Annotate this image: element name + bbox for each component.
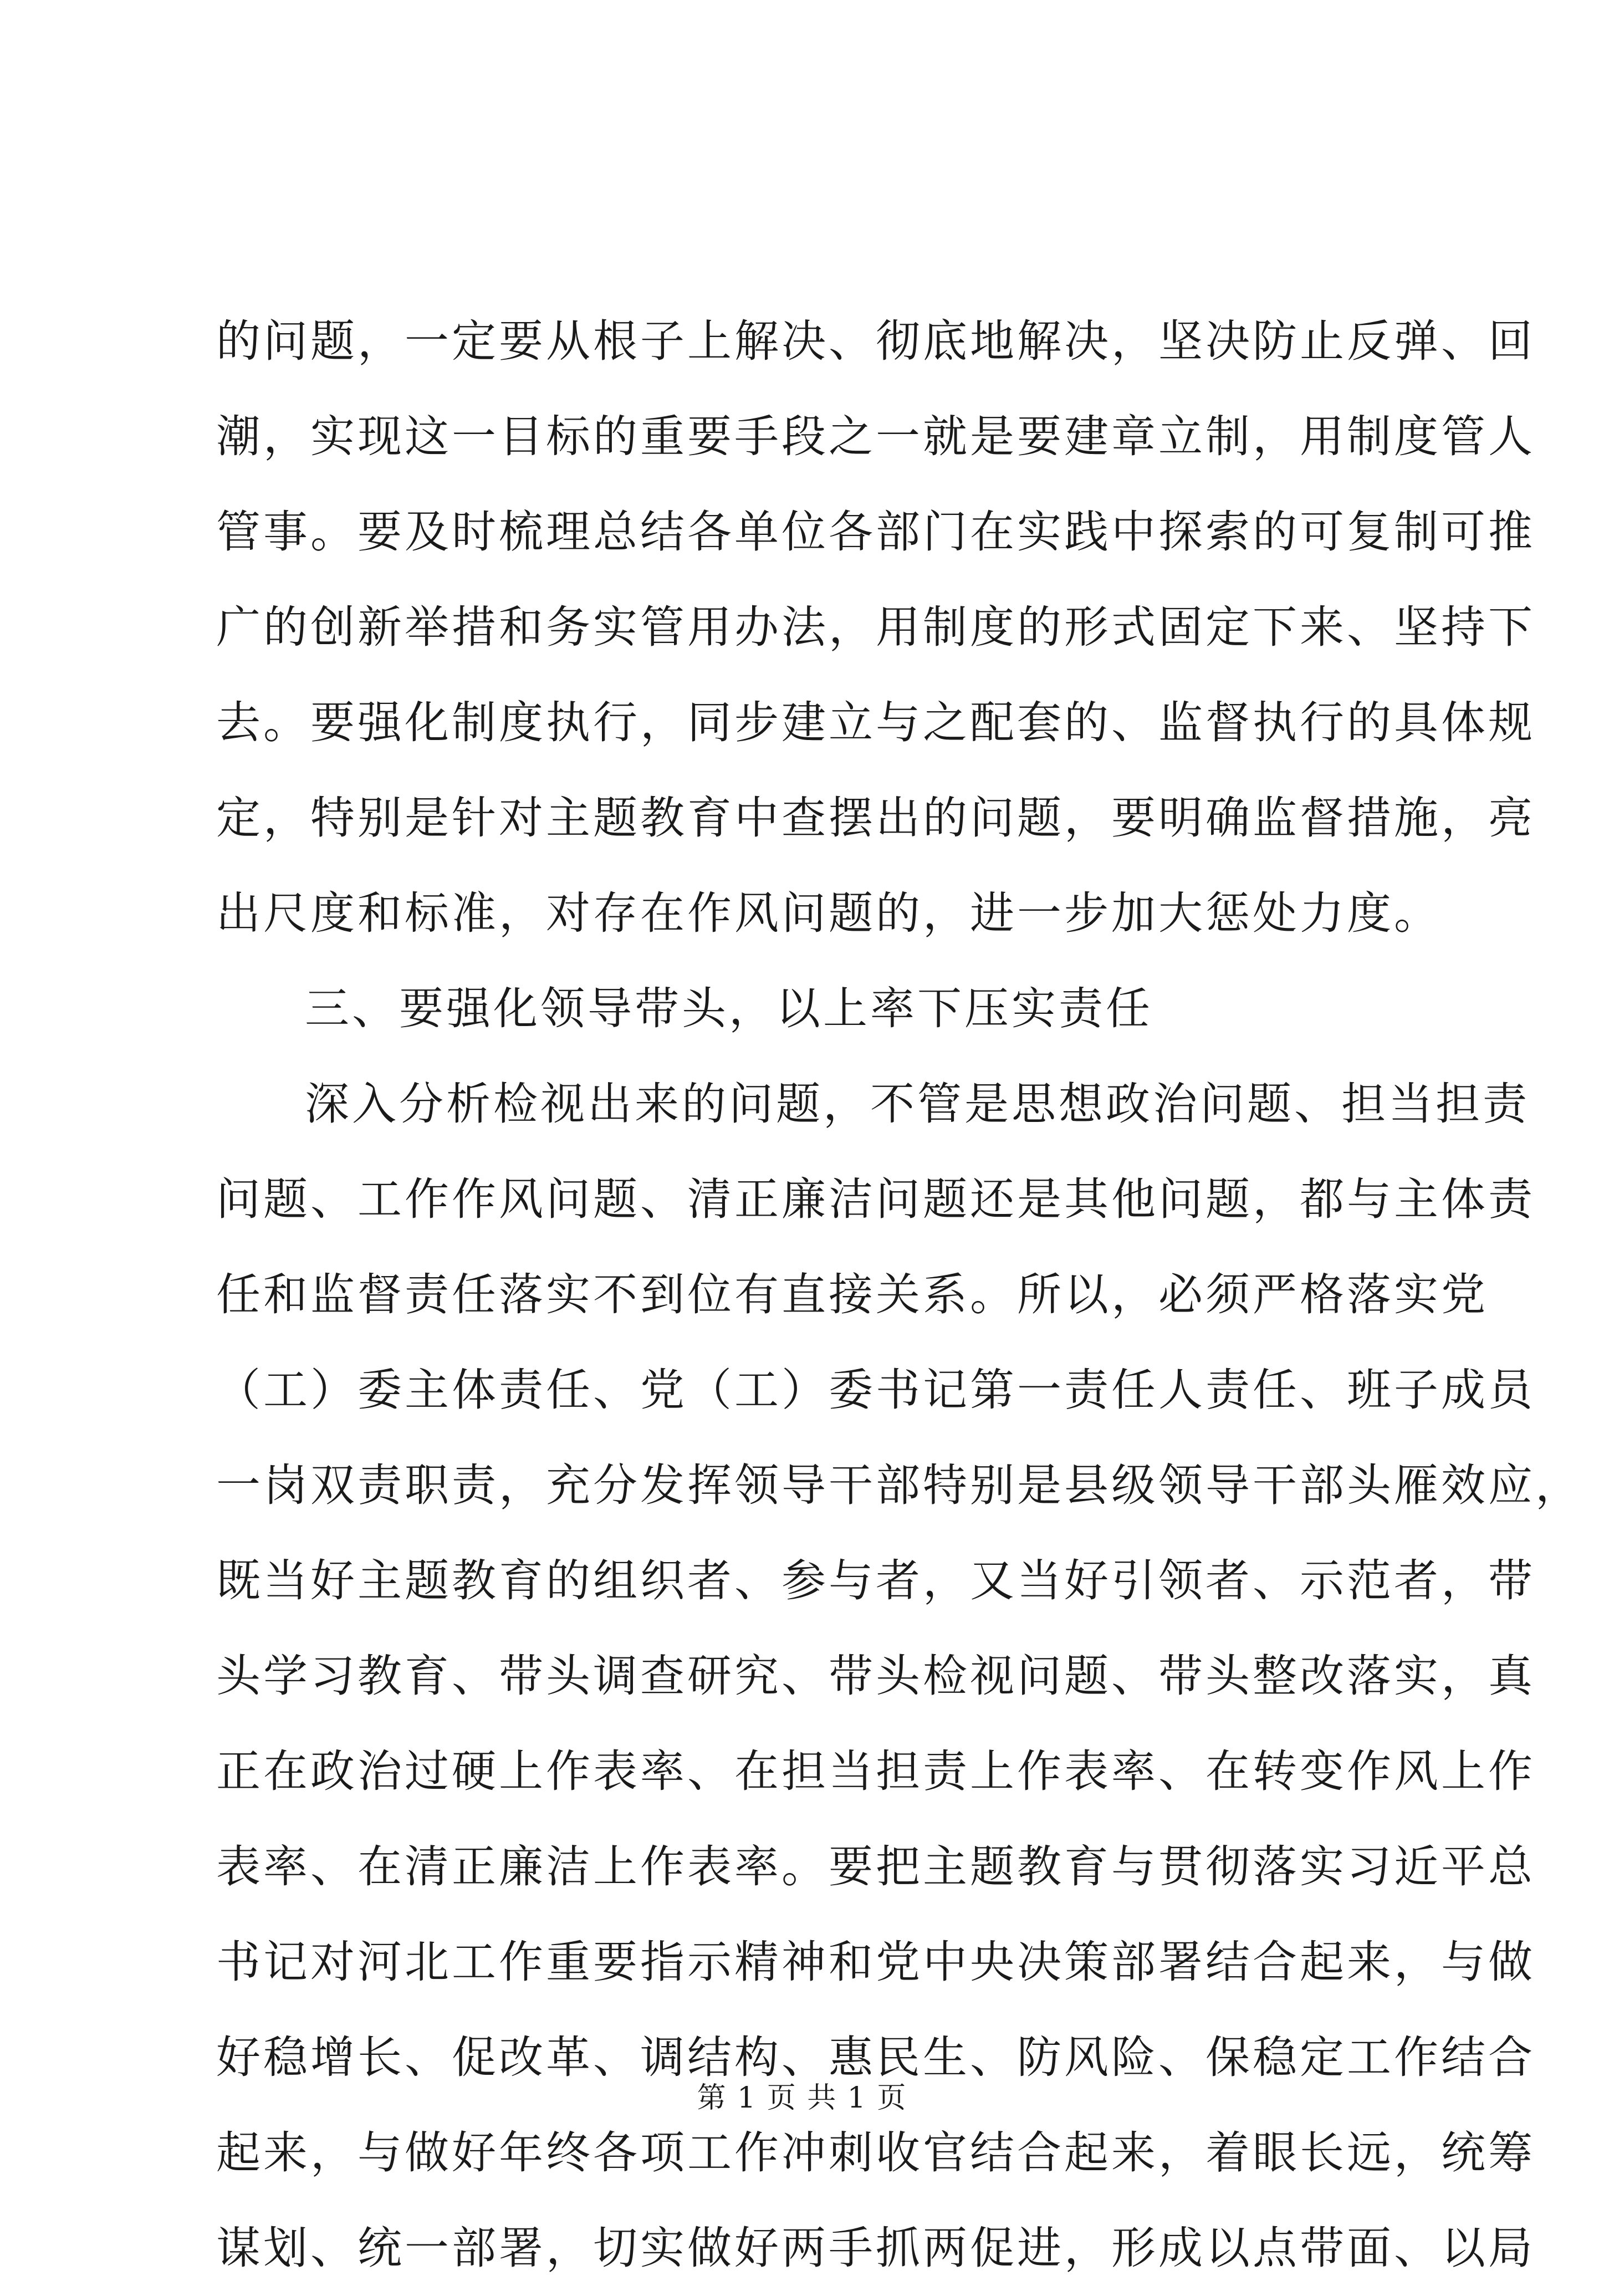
page-number-label: 第 1 页 共 1 页 — [697, 2081, 907, 2115]
text-line: 一岗双责职责，充分发挥领导干部特别是县级领导干部头雁效应， — [216, 1460, 1582, 1511]
text-line: 谋划、统一部署，切实做好两手抓两促进，形成以点带面、以局 — [216, 2222, 1535, 2274]
text-line: 正在政治过硬上作表率、在担当担责上作表率、在转变作风上作 — [216, 1746, 1535, 1797]
text-line: 起来，与做好年终各项工作冲刺收官结合起来，着眼长远，统筹 — [216, 2127, 1535, 2178]
document-body — [216, 294, 1582, 2296]
text-line: 好稳增长、促改革、调结构、惠民生、防风险、保稳定工作结合 — [216, 2032, 1535, 2083]
text-line: 管事。要及时梳理总结各单位各部门在实践中探索的可复制可推 — [216, 506, 1535, 558]
text-line: 表率、在清正廉洁上作表率。要把主题教育与贯彻落实习近平总 — [216, 1841, 1535, 1892]
page-footer — [0, 2076, 1604, 2120]
text-line: 头学习教育、带头调查研究、带头检视问题、带头整改落实，真 — [216, 1650, 1535, 1702]
text-line: 既当好主题教育的组织者、参与者，又当好引领者、示范者，带 — [216, 1555, 1535, 1606]
text-line: 问题、工作作风问题、清正廉洁问题还是其他问题，都与主体责 — [216, 1173, 1535, 1225]
text-line: （工）委主体责任、党（工）委书记第一责任人责任、班子成员 — [216, 1364, 1535, 1416]
text-line: 去。要强化制度执行，同步建立与之配套的、监督执行的具体规 — [216, 697, 1535, 748]
section-heading: 三、要强化领导带头，以上率下压实责任 — [305, 983, 1153, 1034]
text-line: 的问题，一定要从根子上解决、彻底地解决，坚决防止反弹、回 — [216, 315, 1535, 367]
text-line: 定，特别是针对主题教育中查摆出的问题，要明确监督措施，亮 — [216, 792, 1535, 844]
text-line: 广的创新举措和务实管用办法，用制度的形式固定下来、坚持下 — [216, 601, 1535, 653]
text-line: 潮，实现这一目标的重要手段之一就是要建章立制，用制度管人 — [216, 411, 1535, 462]
paragraph-first-line: 深入分析检视出来的问题，不管是思想政治问题、担当担责 — [305, 1078, 1530, 1130]
text-line: 任和监督责任落实不到位有直接关系。所以，必须严格落实党 — [216, 1269, 1488, 1320]
text-line: 书记对河北工作重要指示精神和党中央决策部署结合起来，与做 — [216, 1936, 1535, 1988]
text-line: 出尺度和标准，对存在作风问题的，进一步加大惩处力度。 — [216, 887, 1441, 939]
